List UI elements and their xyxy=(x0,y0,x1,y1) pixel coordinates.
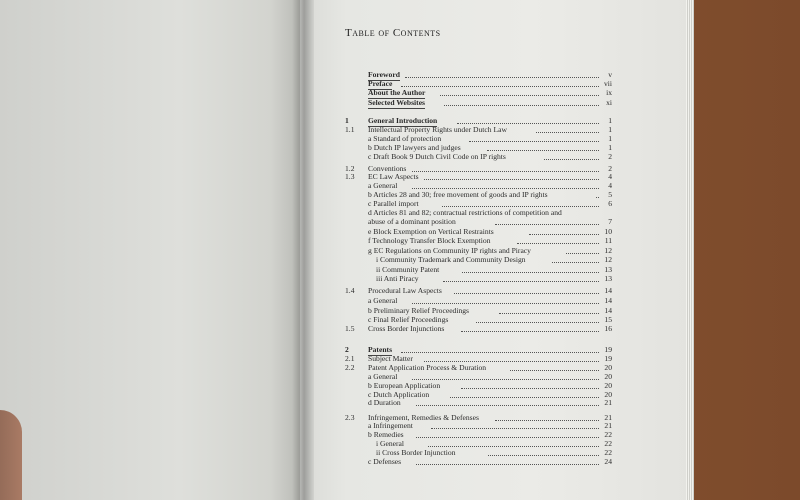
toc-entry-title: b Dutch IP lawyers and judges xyxy=(368,143,461,152)
toc-leader-dots xyxy=(412,302,599,304)
toc-entry-title: Foreword xyxy=(368,70,400,79)
toc-entry-page: 14 xyxy=(604,306,612,315)
toc-entry xyxy=(345,152,612,162)
toc-entry xyxy=(345,217,612,227)
toc-entry-title: ii Community Patent xyxy=(376,265,440,274)
toc-entry-page: 21 xyxy=(604,398,612,407)
thumb xyxy=(0,410,22,500)
toc-leader-dots xyxy=(495,223,599,225)
toc-heading: Table of Contents xyxy=(345,27,441,39)
toc-entry-number: 2 xyxy=(345,345,349,354)
toc-entry-page: 1 xyxy=(608,125,612,134)
toc-entry xyxy=(345,274,612,284)
toc-entry-title: Cross Border Injunctions xyxy=(368,324,445,333)
toc-leader-dots xyxy=(442,205,599,207)
toc-leader-dots xyxy=(454,292,600,294)
toc-leader-dots xyxy=(412,378,599,380)
toc-entry-title: b Remedies xyxy=(368,430,404,439)
toc-leader-dots xyxy=(431,427,599,429)
toc-entry-page: 21 xyxy=(604,413,612,422)
toc-leader-dots xyxy=(517,242,599,244)
toc-entry-page: 15 xyxy=(604,315,612,324)
toc-entry-page: 21 xyxy=(604,421,612,430)
toc-entry-title: i Community Trademark and Community Design xyxy=(376,255,526,264)
toc-entry-title: Conventions xyxy=(368,164,407,173)
toc-entry-title: Selected Websites xyxy=(368,98,426,107)
toc-entry-title: c Draft Book 9 Dutch Civil Code on IP rights xyxy=(368,152,506,161)
toc-entry-number: 1.3 xyxy=(345,172,355,181)
toc-entry-title: Patents xyxy=(368,345,393,354)
toc-entry xyxy=(345,324,612,334)
toc-leader-dots xyxy=(552,261,600,263)
toc-entry-title: iii Anti Piracy xyxy=(376,274,419,283)
toc-entry-title: Subject Matter xyxy=(368,354,413,363)
toc-entry-page: 19 xyxy=(604,345,612,354)
toc-entry-page: 7 xyxy=(608,217,612,226)
toc-entry-page: 1 xyxy=(608,116,612,125)
toc-leader-dots xyxy=(461,330,599,332)
toc-entry-number: 1.5 xyxy=(345,324,355,333)
toc-leader-dots xyxy=(416,404,599,406)
toc-entry-title: c Final Relief Proceedings xyxy=(368,315,449,324)
toc-entry xyxy=(345,296,612,306)
toc-leader-dots xyxy=(416,436,599,438)
toc-entry-title: About the Author xyxy=(368,88,426,97)
toc-leader-dots xyxy=(424,360,600,362)
toc-leader-dots xyxy=(510,369,599,371)
toc-entry-page: 4 xyxy=(608,172,612,181)
toc-entry-number: 2.2 xyxy=(345,363,355,372)
toc-entry-number: 2.1 xyxy=(345,354,355,363)
toc-entry-page: 16 xyxy=(604,324,612,333)
toc-entry-page: 6 xyxy=(608,199,612,208)
toc-entry-title: f Technology Transfer Block Exemption xyxy=(368,236,491,245)
toc-leader-dots xyxy=(488,454,599,456)
toc-entry-page: 20 xyxy=(604,363,612,372)
toc-entry-title: a General xyxy=(368,181,398,190)
toc-leader-dots xyxy=(544,158,600,160)
toc-entry-page: 12 xyxy=(604,255,612,264)
toc-entry xyxy=(345,286,612,296)
toc-leader-dots xyxy=(457,122,599,124)
toc-entry-title: ii Cross Border Injunction xyxy=(376,448,456,457)
toc-entry-number: 1.2 xyxy=(345,164,355,173)
toc-entry-title: a General xyxy=(368,296,398,305)
toc-entry-title: General Introduction xyxy=(368,116,438,125)
toc-entry-title: a Standard of protection xyxy=(368,134,442,143)
toc-entry-page: 4 xyxy=(608,181,612,190)
toc-leader-dots xyxy=(428,445,599,447)
toc-entry-title: b Preliminary Relief Proceedings xyxy=(368,306,470,315)
toc-entry-title: Procedural Law Aspects xyxy=(368,286,442,295)
left-page xyxy=(0,0,300,500)
toc-entry-title: EC Law Aspects xyxy=(368,172,419,181)
toc-leader-dots xyxy=(536,131,599,133)
toc-leader-dots xyxy=(440,94,599,96)
toc-entry-page: 19 xyxy=(604,354,612,363)
toc-entry-title: a Infringement xyxy=(368,421,413,430)
toc-entry-title: g EC Regulations on Community IP rights and Piracy xyxy=(368,246,531,255)
toc-leader-dots xyxy=(476,321,599,323)
toc-entry-number: 2.3 xyxy=(345,413,355,422)
toc-entry-number: 1 xyxy=(345,116,349,125)
toc-leader-dots xyxy=(596,196,599,198)
toc-entry-page: 13 xyxy=(604,274,612,283)
toc-entry-page: 11 xyxy=(604,236,612,245)
toc-leader-dots xyxy=(405,76,599,78)
toc-entry xyxy=(345,398,612,408)
toc-entry xyxy=(345,236,612,246)
toc-entry-page: 12 xyxy=(604,246,612,255)
toc-entry-title: b Articles 28 and 30; free movement of goods and IP rights xyxy=(368,190,548,199)
toc-entry-page: 10 xyxy=(604,227,612,236)
toc-leader-dots xyxy=(401,351,599,353)
toc-entry xyxy=(345,98,612,108)
toc-leader-dots xyxy=(412,187,599,189)
toc-entry xyxy=(345,255,612,265)
toc-entry-page: 20 xyxy=(604,390,612,399)
toc-entry-page: 20 xyxy=(604,381,612,390)
toc-leader-dots xyxy=(469,140,600,142)
toc-entry-page: 2 xyxy=(608,164,612,173)
toc-entry-page: 1 xyxy=(608,134,612,143)
toc-entry-page: 13 xyxy=(604,265,612,274)
toc-entry-title: c Dutch Application xyxy=(368,390,430,399)
toc-entry-title: Infringement, Remedies & Defenses xyxy=(368,413,479,422)
page-edges xyxy=(686,0,694,500)
toc-entry-page: 2 xyxy=(608,152,612,161)
toc-entry-page: ix xyxy=(606,88,612,97)
toc-entry-title: i General xyxy=(376,439,405,448)
toc-leader-dots xyxy=(487,149,599,151)
toc-entry-page: 1 xyxy=(608,143,612,152)
toc-entry-title: a General xyxy=(368,372,398,381)
toc-entry-title: Intellectual Property Rights under Dutch Law xyxy=(368,125,507,134)
toc-entry-page: vii xyxy=(603,79,612,88)
toc-entry xyxy=(345,457,612,467)
toc-leader-dots xyxy=(443,280,599,282)
toc-entry-page: 5 xyxy=(608,190,612,199)
toc-leader-dots xyxy=(499,312,600,314)
toc-leader-dots xyxy=(424,178,600,180)
toc-entry-page: 22 xyxy=(604,430,612,439)
book-gutter xyxy=(292,0,314,500)
toc-entry-title: Patent Application Process & Duration xyxy=(368,363,487,372)
toc-entry-page: 22 xyxy=(604,439,612,448)
toc-leader-dots xyxy=(566,252,599,254)
toc-leader-dots xyxy=(444,104,599,106)
toc-entry-page: 22 xyxy=(604,448,612,457)
toc-entry-number: 1.1 xyxy=(345,125,355,134)
toc-entry-title: e Block Exemption on Vertical Restraints xyxy=(368,227,494,236)
toc-entry-title: Preface xyxy=(368,79,393,88)
toc-entry-title: d Articles 81 and 82; contractual restrictions of competition and xyxy=(368,208,562,217)
toc-entry-page: 14 xyxy=(604,296,612,305)
toc-entry-page: 14 xyxy=(604,286,612,295)
toc-entry-number: 1.4 xyxy=(345,286,355,295)
toc-leader-dots xyxy=(462,271,600,273)
toc-entry-page: 20 xyxy=(604,372,612,381)
toc-entry-title: c Parallel import xyxy=(368,199,419,208)
toc-entry xyxy=(345,88,612,98)
toc-leader-dots xyxy=(416,463,599,465)
toc-leader-dots xyxy=(529,233,600,235)
toc-entry-title: c Defenses xyxy=(368,457,402,466)
toc-entry-page: v xyxy=(608,70,612,79)
toc-entry-page: 24 xyxy=(604,457,612,466)
toc-entry-title: b European Application xyxy=(368,381,441,390)
toc-entry-page: xi xyxy=(606,98,612,107)
toc-leader-dots xyxy=(461,387,599,389)
toc-entry-title: abuse of a dominant position xyxy=(368,217,456,226)
toc-entry-title: d Duration xyxy=(368,398,401,407)
toc-leader-dots xyxy=(401,85,599,87)
